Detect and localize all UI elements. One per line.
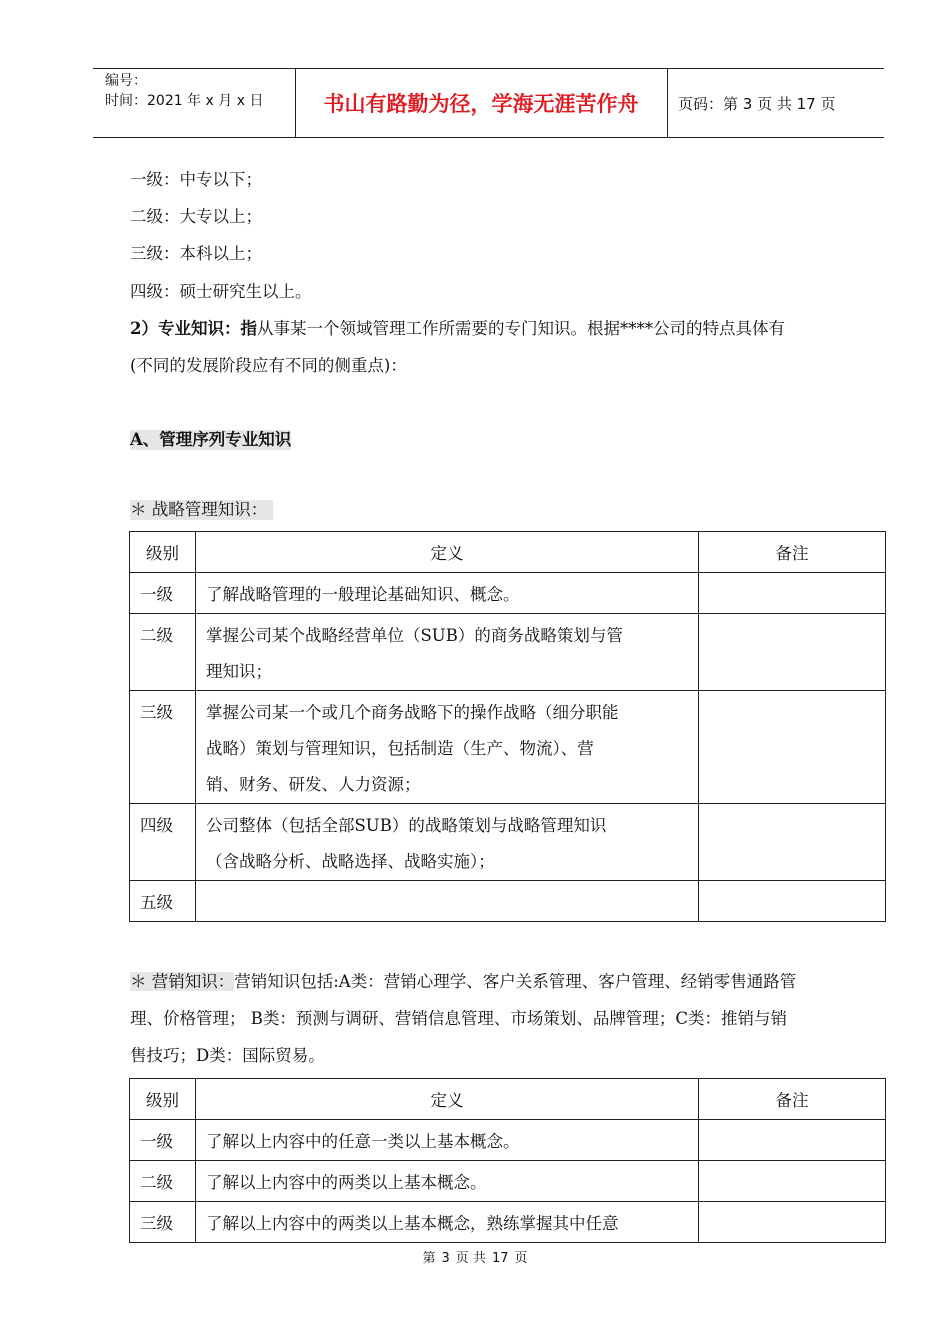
strategy-heading: ＊ 战略管理知识：: [130, 500, 273, 520]
remark-cell: [699, 1202, 886, 1243]
education-level-1: 一级：中专以下；: [130, 170, 262, 189]
table-row: [130, 614, 886, 691]
professional-knowledge-para: [130, 319, 785, 339]
table-row: [130, 1202, 886, 1243]
level-cell: 二级: [130, 1161, 196, 1202]
definition-line: （含战略分析、战略选择、战略实施）；: [206, 852, 495, 871]
header-divider: [667, 69, 668, 137]
level-cell: 二级: [130, 614, 196, 691]
header-time-label: 时间：2021 年 x 月 x 日: [105, 93, 264, 109]
definition-cell: [196, 804, 699, 881]
professional-knowledge-label: 2）专业知识：指: [130, 319, 257, 338]
section-a-title: A、管理序列专业知识: [130, 430, 292, 449]
column-header-remark: 备注: [699, 1079, 886, 1120]
definition-line: 了解以上内容中的两类以上基本概念，熟练掌握其中任意: [206, 1214, 619, 1233]
page-footer: [0, 1247, 950, 1266]
definition-line: 销、财务、研发、人力资源；: [206, 775, 421, 794]
definition-line: 了解以上内容中的两类以上基本概念。: [206, 1173, 487, 1192]
level-cell: 三级: [130, 691, 196, 804]
level-cell: 一级: [130, 1120, 196, 1161]
definition-cell: [196, 614, 699, 691]
footer-prefix: 第: [422, 1251, 436, 1266]
table-header-row: [130, 532, 886, 573]
marketing-heading: ＊ 营销知识：: [130, 972, 235, 991]
remark-cell: [699, 1161, 886, 1202]
header-motto: 书山有路勤为径，学海无涯苦作舟: [323, 92, 639, 116]
marketing-para-2: 理、价格管理； B类：预测与调研、营销信息管理、市场策划、品牌管理；C类：推销与销: [130, 1009, 787, 1028]
education-level-4: 四级：硕士研究生以上。: [130, 282, 312, 301]
table-row: [130, 573, 886, 614]
education-level-2: 二级：大专以上；: [130, 207, 262, 226]
table-header-row: [130, 1079, 886, 1120]
definition-cell: [196, 881, 699, 922]
definition-cell: [196, 1161, 699, 1202]
definition-line: 战略）策划与管理知识，包括制造（生产、物流）、营: [206, 739, 594, 758]
table-row: [130, 1161, 886, 1202]
level-cell: 三级: [130, 1202, 196, 1243]
column-header-level: 级别: [130, 532, 196, 573]
strategy-table: [129, 531, 886, 922]
table-row: [130, 881, 886, 922]
professional-knowledge-note: (不同的发展阶段应有不同的侧重点)：: [130, 356, 407, 375]
table-row: [130, 691, 886, 804]
header-page-code: 页码：第 3 页 共 17 页: [678, 94, 836, 113]
remark-cell: [699, 804, 886, 881]
remark-cell: [699, 614, 886, 691]
marketing-text: 营销知识包括:A类：营销心理学、客户关系管理、客户管理、经销零售通路管: [234, 972, 797, 991]
footer-total: 17: [491, 1251, 509, 1266]
definition-line: 理知识；: [206, 662, 272, 681]
definition-line: 了解战略管理的一般理论基础知识、概念。: [206, 585, 520, 604]
level-cell: 四级: [130, 804, 196, 881]
table-row: [130, 804, 886, 881]
column-header-level: 级别: [130, 1079, 196, 1120]
footer-page-number: 3: [441, 1251, 450, 1266]
column-header-definition: 定义: [196, 1079, 699, 1120]
definition-line: 掌握公司某个战略经营单位（SUB）的商务战略策划与管: [206, 626, 623, 645]
definition-line: 了解以上内容中的任意一类以上基本概念。: [206, 1132, 520, 1151]
definition-cell: [196, 691, 699, 804]
remark-cell: [699, 573, 886, 614]
header-meta: [105, 71, 263, 111]
definition-cell: [196, 573, 699, 614]
level-cell: 五级: [130, 881, 196, 922]
marketing-para-3: 售技巧；D类：国际贸易。: [130, 1046, 325, 1065]
footer-mid: 页 共: [455, 1251, 486, 1266]
definition-cell: [196, 1120, 699, 1161]
definition-cell: [196, 1202, 699, 1243]
footer-suffix: 页: [514, 1251, 528, 1266]
marketing-table: [129, 1078, 886, 1243]
definition-line: 掌握公司某一个或几个商务战略下的操作战略（细分职能: [206, 703, 619, 722]
table-row: [130, 1120, 886, 1161]
marketing-para-1: [130, 972, 796, 992]
professional-knowledge-text: 从事某一个领域管理工作所需要的专门知识。根据****公司的特点具体有: [256, 319, 785, 338]
column-header-remark: 备注: [699, 532, 886, 573]
definition-line: 公司整体（包括全部SUB）的战略策划与战略管理知识: [206, 816, 607, 835]
header-number-label: 编号：: [105, 73, 147, 89]
remark-cell: [699, 1120, 886, 1161]
remark-cell: [699, 881, 886, 922]
column-header-definition: 定义: [196, 532, 699, 573]
page-header: [93, 68, 884, 138]
remark-cell: [699, 691, 886, 804]
education-level-3: 三级：本科以上；: [130, 244, 262, 263]
level-cell: 一级: [130, 573, 196, 614]
